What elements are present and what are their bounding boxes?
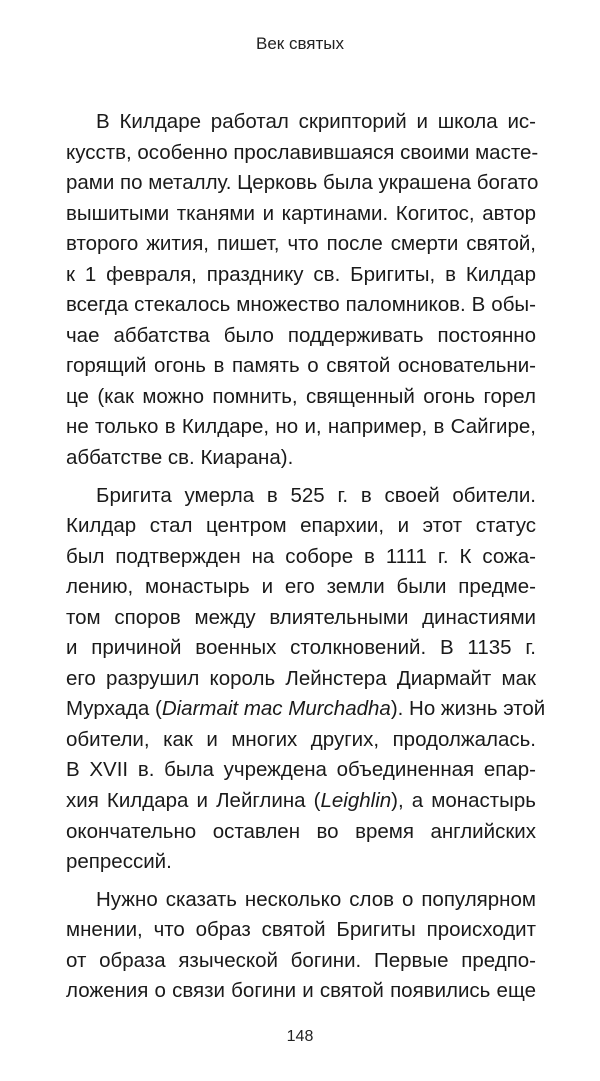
- text-segment: Бригита умерла в 525 г. в своей обители.: [96, 483, 536, 507]
- text-line: [66, 542, 536, 573]
- text-line: [66, 229, 536, 260]
- text-line: [66, 885, 536, 916]
- text-line: [66, 603, 536, 634]
- text-segment: не только в Килдаре, но и, например, в Сайгире,: [66, 415, 536, 439]
- text-line: [66, 755, 536, 786]
- text-line: [66, 694, 546, 725]
- text-line: [66, 168, 539, 199]
- text-line: [66, 633, 536, 664]
- text-line: [66, 382, 536, 413]
- text-line: [66, 847, 536, 878]
- text-line: [66, 351, 536, 382]
- text-line: [66, 572, 536, 603]
- text-line: [66, 481, 536, 512]
- text-segment: рами по металлу. Церковь была украшена богато: [66, 171, 539, 195]
- text-line: [66, 946, 536, 977]
- text-segment: ложения о связи богини и святой появились еще: [66, 979, 536, 1003]
- text-line: [66, 786, 536, 817]
- text-segment: мнении, что образ святой Бригиты происходит: [66, 918, 536, 942]
- text-line: [66, 321, 536, 352]
- text-line: [66, 199, 536, 230]
- text-segment: Килдар стал центром епархии, и этот статус: [66, 514, 536, 538]
- text-segment: вышитыми тканями и картинами. Когитос, автор: [66, 201, 536, 225]
- text-line: [66, 290, 536, 321]
- text-segment: ), а монастырь: [391, 789, 536, 813]
- italic-term: Diarmait mac Murchadha: [161, 697, 391, 721]
- text-line: [66, 260, 536, 291]
- text-line: [66, 664, 536, 695]
- text-segment: ). Но жизнь этой: [390, 697, 546, 721]
- text-segment: це (как можно помнить, священный огонь горел: [66, 384, 536, 408]
- text-segment: В XVII в. была учреждена объединенная епар-: [66, 758, 536, 782]
- page-number: 148: [286, 1028, 314, 1045]
- text-segment: к 1 февраля, празднику св. Бригиты, в Килдар: [66, 262, 536, 286]
- text-segment: окончательно оставлен во время английских: [66, 819, 536, 843]
- text-segment: всегда стекалось множество паломников. В обы-: [66, 293, 536, 317]
- text-segment: второго жития, пишет, что после смерти святой,: [66, 232, 536, 256]
- text-segment: Мурхада (: [66, 697, 162, 721]
- text-line: [66, 138, 539, 169]
- text-segment: хия Килдара и Лейглина (: [66, 789, 321, 813]
- text-line: [66, 107, 536, 138]
- paragraph: [66, 474, 546, 878]
- text-line: [66, 976, 536, 1007]
- text-segment: его разрушил король Лейнстера Диармайт мак: [66, 666, 536, 690]
- text-line: [66, 817, 536, 848]
- running-header: Век святых: [255, 34, 344, 53]
- text-segment: чае аббатства было поддерживать постоянно: [66, 323, 536, 347]
- italic-term: Leighlin: [320, 789, 392, 813]
- text-segment: аббатстве св. Киарана).: [66, 446, 294, 470]
- text-segment: Нужно сказать несколько слов о популярном: [96, 887, 536, 911]
- paragraph: [66, 107, 539, 474]
- paragraph: [66, 878, 536, 1007]
- body-text: [66, 107, 546, 1007]
- text-line: [66, 725, 536, 756]
- text-segment: том споров между влиятельными династиями: [66, 605, 536, 629]
- text-line: [66, 511, 536, 542]
- text-segment: В Килдаре работал скрипторий и школа ис-: [96, 110, 536, 133]
- text-segment: от образа языческой богини. Первые предпо-: [66, 948, 536, 972]
- text-segment: горящий огонь в память о святой основательни-: [66, 354, 536, 378]
- text-segment: и причиной военных столкновений. В 1135 г.: [66, 636, 536, 660]
- text-segment: лению, монастырь и его земли были предме-: [66, 575, 536, 599]
- text-line: [66, 412, 536, 443]
- text-segment: обители, как и многих других, продолжалась.: [66, 727, 536, 751]
- text-segment: кусств, особенно прославившаяся своими масте-: [66, 140, 539, 164]
- text-line: [66, 443, 536, 474]
- text-segment: был подтвержден на соборе в 1111 г. К сожа-: [66, 544, 536, 568]
- text-segment: репрессий.: [66, 850, 172, 874]
- text-line: [66, 915, 536, 946]
